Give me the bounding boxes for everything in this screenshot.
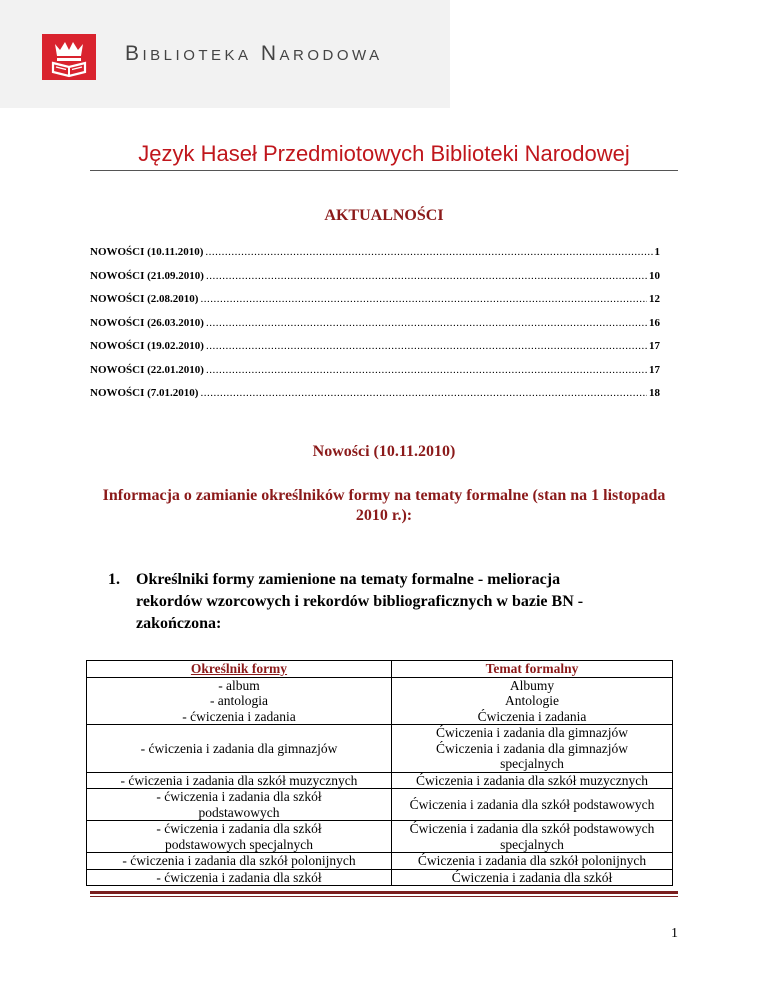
footer-divider [90,891,678,894]
toc-leader [206,364,647,376]
table-cell-right [392,772,673,789]
toc-entry[interactable] [90,340,660,364]
cell-line: Ćwiczenia i zadania dla szkół [451,869,613,885]
numbered-list-item [108,569,628,635]
toc-label[interactable]: NOWOŚCI (22.01.2010) [90,363,204,376]
table-row [87,677,673,725]
cell-line: Ćwiczenia i zadania dla szkół polonijnych [417,853,647,868]
toc-leader [200,387,647,399]
table-cell-left [87,821,392,853]
toc-entry[interactable] [90,387,660,411]
header-left-label: Określnik formy [190,661,288,676]
cell-line: Albumy [509,677,555,693]
toc-entry[interactable] [90,270,660,294]
toc-page[interactable]: 18 [649,387,660,399]
form-subdivisions-table [86,660,673,886]
section-heading: AKTUALNOŚCI [324,207,444,224]
header-right-label: Temat formalny [485,661,579,676]
cell-line: Ćwiczenia i zadania dla gimnazjów [436,740,628,756]
cell-line: - ćwiczenia i zadania dla szkół muzycznych [120,772,358,788]
toc-leader [206,340,647,352]
cell-line: - ćwiczenia i zadania dla szkół [156,869,322,885]
cell-line: specjalnych [500,756,564,771]
cell-line: Antologie [505,693,559,708]
table-cell-left [87,725,392,773]
toc-page[interactable]: 17 [649,363,660,376]
toc-page[interactable]: 10 [649,269,660,282]
table-cell-right [392,789,673,821]
toc-leader [200,293,647,305]
header-form-subdivision [87,661,392,678]
toc-entry[interactable] [90,364,660,388]
table-header-row [87,661,673,678]
cell-line: Ćwiczenia i zadania dla szkół muzycznych [415,772,649,788]
table-cell-right [392,677,673,725]
table-cell-right [392,725,673,773]
header-formal-subject [392,661,673,678]
table-cell-left [87,677,392,725]
table-of-contents [90,246,660,411]
cell-line: specjalnych [500,836,564,852]
table-row [87,853,673,870]
table-cell-right [392,821,673,853]
cell-line: - ćwiczenia i zadania dla szkół [156,789,322,804]
toc-page[interactable]: 17 [649,340,660,352]
table-cell-left [87,853,392,870]
toc-page[interactable]: 16 [649,316,660,329]
title-divider [90,170,678,171]
cell-line: Ćwiczenia i zadania dla szkół podstawowych [409,796,655,812]
cell-line: Ćwiczenia i zadania dla szkół podstawowych [409,821,655,836]
cell-line: podstawowych specjalnych [164,836,314,852]
toc-page[interactable]: 12 [649,293,660,305]
news-heading: Nowości (10.11.2010) [312,443,456,460]
list-number: 1. [108,571,120,588]
toc-entry[interactable] [90,246,660,270]
table-cell-right [392,869,673,886]
table-row [87,772,673,789]
table-cell-right [392,853,673,870]
toc-label[interactable]: NOWOŚCI (10.11.2010) [90,246,204,258]
toc-leader [205,246,652,258]
toc-label[interactable]: NOWOŚCI (26.03.2010) [90,316,204,329]
cell-line: - album [218,677,260,693]
brand-name: Biblioteka Narodowa [125,42,383,65]
cell-line: podstawowych [198,804,280,820]
page-number: 1 [671,926,678,941]
table-cell-left [87,772,392,789]
cell-line: - ćwiczenia i zadania dla gimnazjów [140,740,338,756]
footer-divider-thin [90,896,678,897]
toc-leader [206,317,647,329]
toc-entry[interactable] [90,293,660,317]
crown-book-logo-icon [42,34,96,80]
table-row [87,821,673,853]
info-heading: Informacja o zamianie określników formy na tematy formalne (stan na 1 listopada 2010 r.): [102,487,666,524]
cell-line: - ćwiczenia i zadania dla szkół polonijnych [122,853,356,868]
table-cell-left [87,789,392,821]
document-title: Język Haseł Przedmiotowych Biblioteki Narodowej [138,141,630,166]
toc-label[interactable]: NOWOŚCI (7.01.2010) [90,387,199,399]
toc-page[interactable]: 1 [654,246,660,258]
cell-line: - ćwiczenia i zadania dla szkół [156,821,322,836]
cell-line: - ćwiczenia i zadania [182,708,296,724]
table-row [87,789,673,821]
list-text: Określniki formy zamienione na tematy formalne - melioracja rekordów wzorcowych i rekordów bibliograficznych w bazie BN - zakończona: [136,571,584,632]
table-row [87,725,673,773]
toc-label[interactable]: NOWOŚCI (2.08.2010) [90,293,199,305]
toc-label[interactable]: NOWOŚCI (21.09.2010) [90,269,204,282]
table-cell-left [87,869,392,886]
toc-label[interactable]: NOWOŚCI (19.02.2010) [90,340,204,352]
toc-leader [206,270,647,282]
table-row [87,869,673,886]
toc-entry[interactable] [90,317,660,341]
cell-line: Ćwiczenia i zadania dla gimnazjów [436,725,628,740]
cell-line: Ćwiczenia i zadania [477,708,587,724]
cell-line: - antologia [209,693,269,708]
